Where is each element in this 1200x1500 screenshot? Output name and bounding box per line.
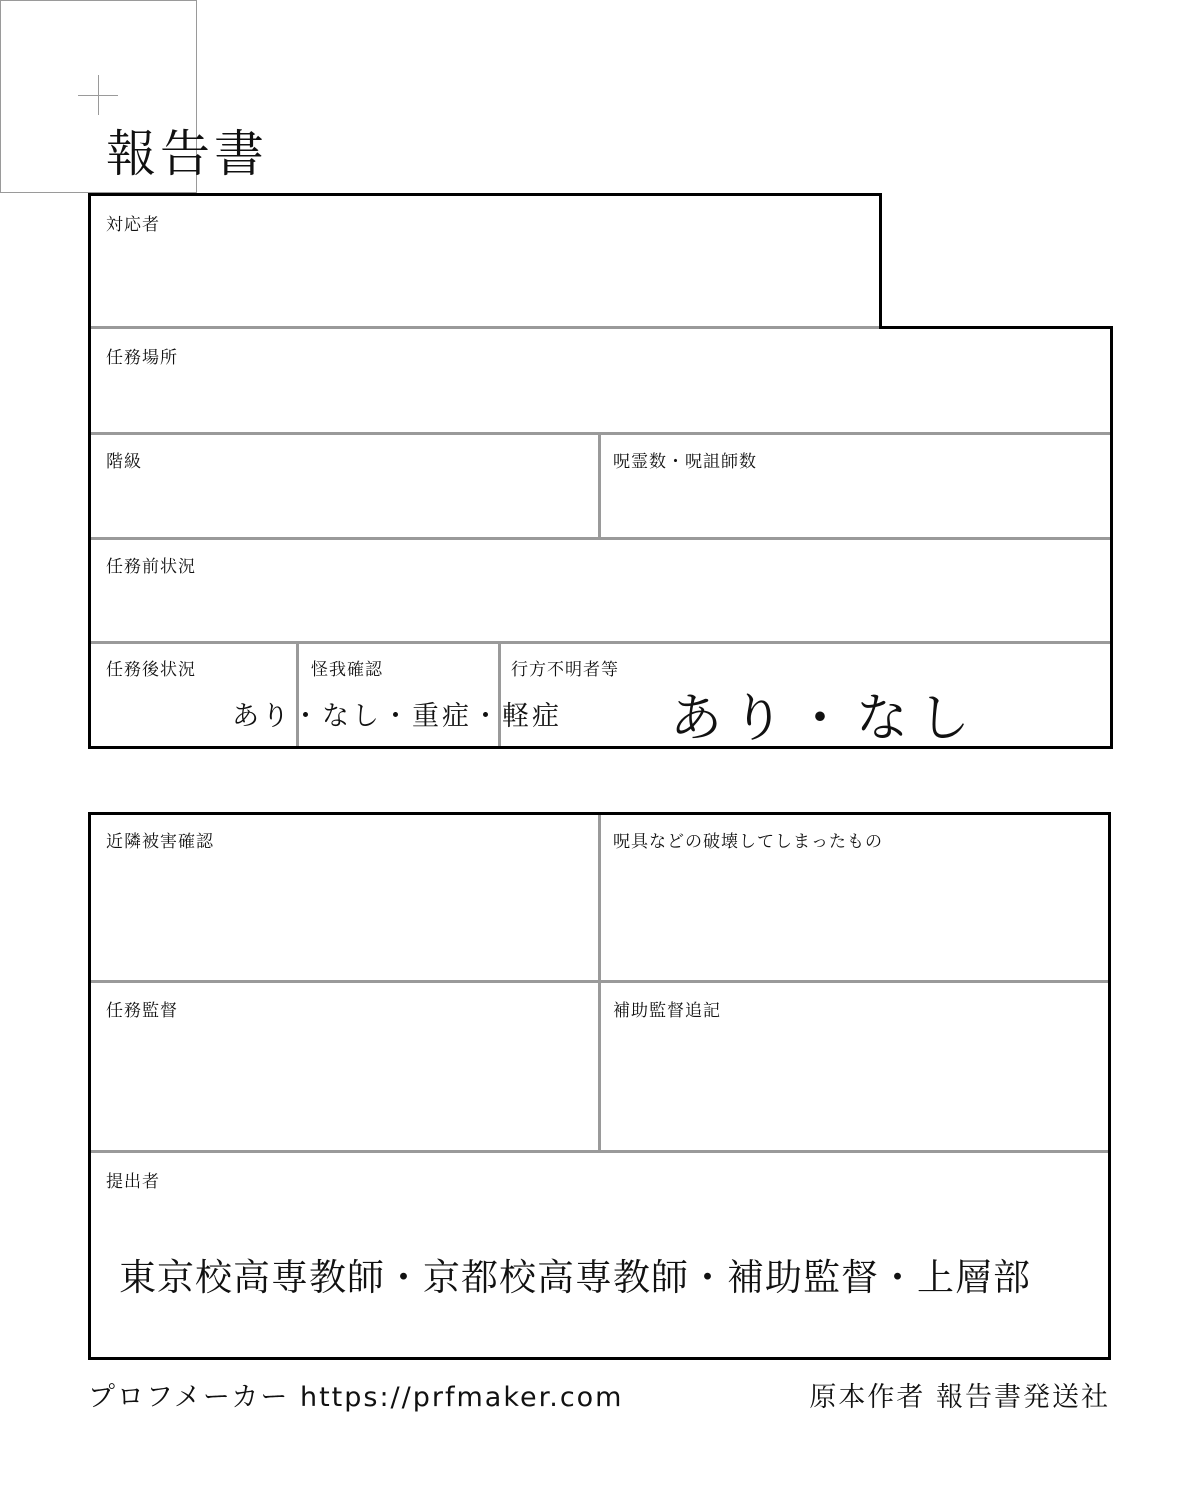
- rank-field[interactable]: [91, 435, 598, 537]
- neighborhood-damage-field[interactable]: [91, 815, 598, 980]
- location-label: 任務場所: [106, 348, 178, 368]
- pre-status-field[interactable]: [91, 540, 1110, 641]
- responder-field[interactable]: [91, 196, 879, 326]
- rank-label: 階級: [106, 452, 142, 472]
- injury-label: 怪我確認: [311, 660, 383, 680]
- responder-label: 対応者: [106, 215, 160, 235]
- page-title: 報告書: [106, 125, 268, 183]
- pre-status-label: 任務前状況: [106, 557, 196, 577]
- location-field[interactable]: [91, 329, 1110, 432]
- submitter-options: 東京校高専教師・京都校高専教師・補助監督・上層部: [119, 1256, 1031, 1299]
- curse-count-field[interactable]: [601, 435, 1110, 537]
- submitter-label: 提出者: [106, 1172, 160, 1192]
- assistant-note-label: 補助監督追記: [613, 1001, 721, 1021]
- curse-count-label: 呪霊数・呪詛師数: [613, 452, 757, 472]
- author-credit: 原本作者 報告書発送社: [809, 1382, 1110, 1413]
- destroyed-items-label: 呪具などの破壊してしまったもの: [613, 832, 883, 852]
- supervisor-field[interactable]: [91, 983, 598, 1150]
- missing-options: あり・なし: [670, 689, 981, 749]
- missing-label: 行方不明者等: [511, 660, 619, 680]
- submitter-field[interactable]: [91, 1153, 1108, 1357]
- maker-credit: プロフメーカー https://prfmaker.com: [88, 1382, 624, 1413]
- assistant-note-field[interactable]: [601, 983, 1108, 1150]
- supervisor-label: 任務監督: [106, 1001, 178, 1021]
- injury-options: あり・なし・重症・軽症: [232, 701, 562, 732]
- destroyed-items-field[interactable]: [601, 815, 1108, 980]
- post-status-label: 任務後状況: [106, 660, 196, 680]
- neighborhood-damage-label: 近隣被害確認: [106, 832, 214, 852]
